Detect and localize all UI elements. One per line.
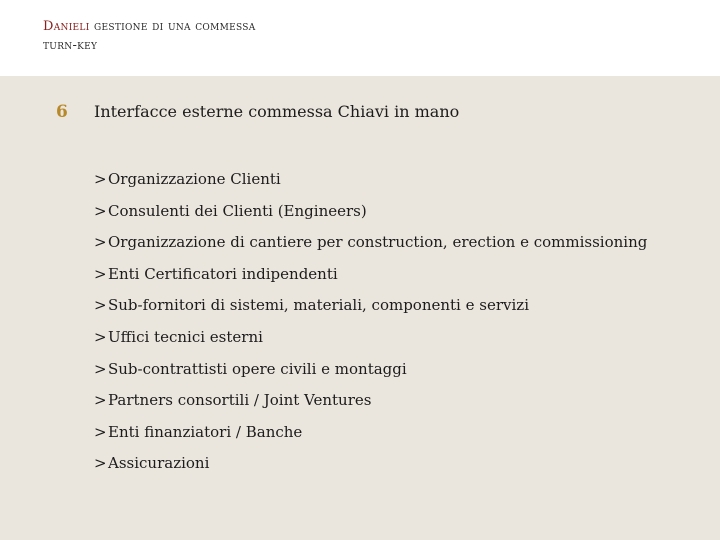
list-item-text: Organizzazione di cantiere per construction, erection e commissioning: [108, 233, 648, 252]
bullet-marker: >: [94, 201, 107, 220]
list-item: [94, 358, 647, 390]
slide-header: [0, 0, 720, 76]
list-item: [94, 421, 647, 453]
bullet-marker: >: [94, 233, 107, 252]
bullet-marker: >: [94, 359, 107, 378]
list-item-text: Enti Certificatori indipendenti: [108, 264, 338, 283]
bullet-marker: >: [94, 264, 107, 283]
bullet-marker: >: [94, 391, 107, 410]
bullet-marker: >: [94, 170, 107, 188]
list-item-text: Sub-contrattisti opere civili e montaggi: [108, 359, 407, 378]
list-item: [94, 168, 647, 200]
slide-content: [0, 76, 720, 540]
list-item: [94, 263, 647, 295]
list-item-text: Consulenti dei Clienti (Engineers): [108, 201, 367, 220]
company-name: Danieli: [43, 19, 90, 34]
bullet-list: [94, 168, 647, 484]
header-title-line-1: gestione di una commessa: [94, 19, 256, 34]
brand-line-1: [43, 17, 256, 36]
slide-number: 6: [56, 102, 68, 122]
list-item: [94, 200, 647, 232]
list-item: [94, 326, 647, 358]
list-item-text: Assicurazioni: [108, 454, 210, 473]
header-title-line-2: turn-key: [43, 38, 98, 53]
list-item-text: Enti finanziatori / Banche: [108, 422, 303, 441]
list-item-text: Uffici tecnici esterni: [108, 327, 263, 346]
brand-block: [43, 17, 256, 55]
bullet-marker: >: [94, 296, 107, 315]
list-item-text: Organizzazione Clienti: [108, 170, 281, 188]
list-item-text: Sub-fornitori di sistemi, materiali, componenti e servizi: [108, 296, 529, 315]
list-item: [94, 231, 647, 263]
list-item: [94, 294, 647, 326]
bullet-marker: >: [94, 327, 107, 346]
bullet-marker: >: [94, 422, 107, 441]
list-item-text: Partners consortili / Joint Ventures: [108, 391, 372, 410]
list-item: [94, 452, 647, 484]
list-item: [94, 389, 647, 421]
bullet-marker: >: [94, 454, 107, 473]
slide-title: Interfacce esterne commessa Chiavi in mano: [94, 102, 460, 121]
